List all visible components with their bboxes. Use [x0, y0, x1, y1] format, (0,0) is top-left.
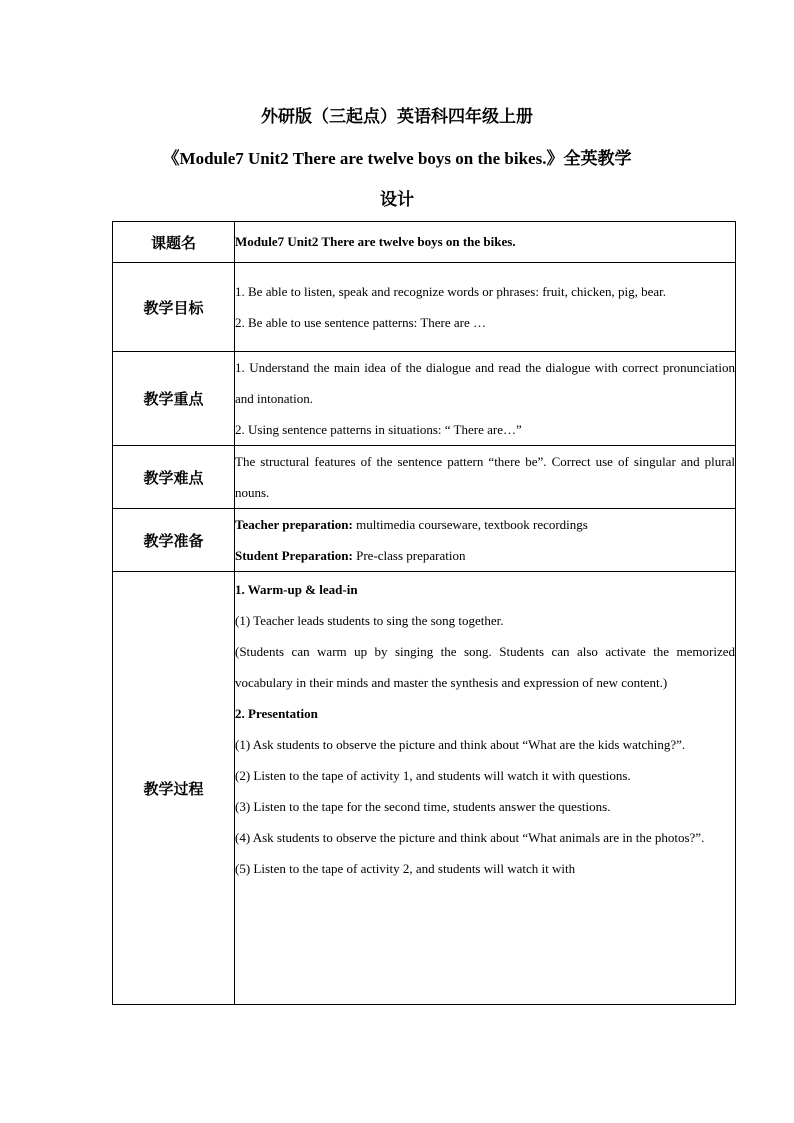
process-paragraph: (2) Listen to the tape of activity 1, and students will watch it with questions.	[235, 768, 631, 783]
process-paragraph: (1) Ask students to observe the picture and think about “What are the kids watching?”.	[235, 737, 686, 752]
process-paragraph: (4) Ask students to observe the picture and think about “What animals are in the photos?”.	[235, 830, 705, 845]
student-preparation	[235, 540, 735, 571]
table-row-difficulties	[113, 446, 736, 509]
objectives-content	[235, 263, 736, 352]
table-row-process	[113, 572, 736, 1005]
student-preparation-text: Pre-class preparation	[352, 548, 466, 563]
process-paragraph: (1) Teacher leads students to sing the song together.	[235, 613, 504, 628]
document-title-line-2: 《Module7 Unit2 There are twelve boys on the bikes.》全英教学	[162, 149, 632, 168]
objective-item: 2. Be able to use sentence patterns: There are …	[235, 315, 486, 330]
process-heading-presentation: 2. Presentation	[235, 706, 318, 721]
process-heading-warm-up: 1. Warm-up & lead-in	[235, 582, 358, 597]
preparation-content	[235, 509, 736, 572]
process-content	[235, 572, 736, 1005]
preparation-label: 教学准备	[113, 509, 235, 572]
key-points-content	[235, 352, 736, 446]
process-label: 教学过程	[113, 572, 235, 1005]
teacher-preparation-label: Teacher preparation:	[235, 517, 353, 532]
process-paragraph: (5) Listen to the tape of activity 2, and students will watch it with	[235, 861, 576, 876]
document-title-line-1: 外研版（三起点）英语科四年级上册	[261, 107, 533, 126]
process-paragraph: (3) Listen to the tape for the second time, students answer the questions.	[235, 799, 611, 814]
topic-value: Module7 Unit2 There are twelve boys on the bikes.	[235, 222, 736, 263]
table-row-key-points	[113, 352, 736, 446]
lesson-plan-table	[112, 221, 736, 1005]
process-paragraph: (Students can warm up by singing the song. Students can also activate the memorized vocabulary in their minds and master the synthesis and expression of new content.)	[235, 644, 735, 690]
key-point-item: 2. Using sentence patterns in situations: “ There are…”	[235, 422, 522, 437]
difficulties-content: The structural features of the sentence pattern “there be”. Correct use of singular and plural nouns.	[235, 446, 736, 509]
teacher-preparation-text: multimedia courseware, textbook recordings	[352, 517, 588, 532]
document-title-line-3: 设计	[380, 190, 414, 209]
student-preparation-label: Student Preparation:	[235, 548, 353, 563]
table-row-preparation	[113, 509, 736, 572]
table-row-objectives	[113, 263, 736, 352]
difficulties-label: 教学难点	[113, 446, 235, 509]
objective-item: 1. Be able to listen, speak and recognize words or phrases: fruit, chicken, pig, bear.	[235, 284, 667, 299]
key-point-item: 1. Understand the main idea of the dialogue and read the dialogue with correct pronunciation and intonation.	[235, 360, 735, 406]
topic-label: 课题名	[113, 222, 235, 263]
key-points-label: 教学重点	[113, 352, 235, 446]
table-row-topic	[113, 222, 736, 263]
objectives-label: 教学目标	[113, 263, 235, 352]
teacher-preparation	[235, 509, 735, 540]
